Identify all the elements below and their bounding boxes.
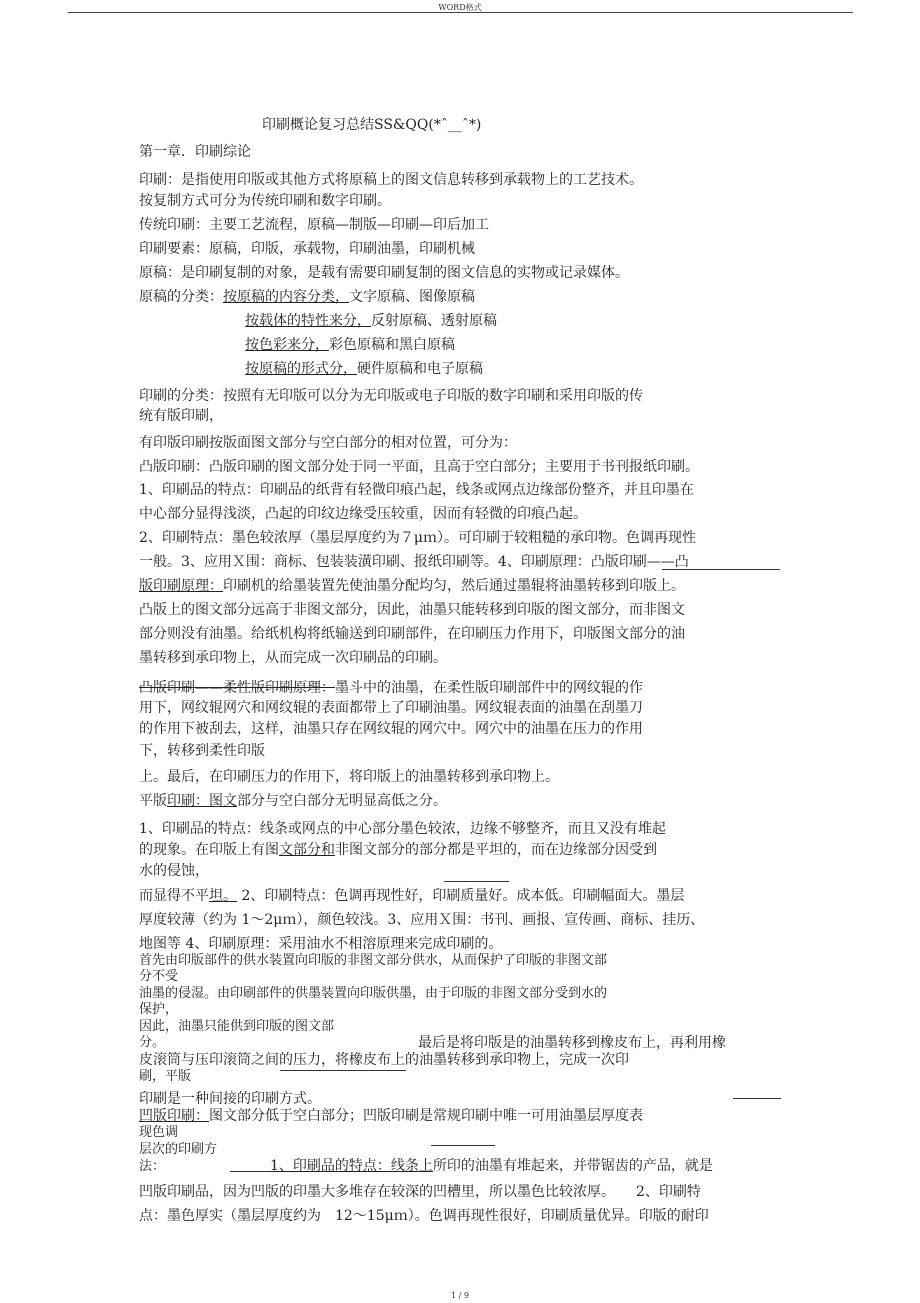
paragraph: 部分则没有油墨。给纸机构将纸输送到印刷部件，在印刷压力作用下，印版图文部分的油 <box>139 626 685 642</box>
paragraph: 凸版印刷：凸版印刷的图文部分处于同一平面，且高于空白部分；主要用于书刊报纸印刷。 <box>139 459 699 475</box>
underlined-term: 图文 <box>209 793 237 809</box>
underlined-term: 文部分和 <box>279 842 335 858</box>
paragraph: 皮滚筒与压印滚筒之间的压力，将橡皮布上的油墨转移到承印物上，完成一次印 <box>139 1052 629 1068</box>
paragraph <box>139 841 657 859</box>
page-number: 1 / 9 <box>451 1291 469 1300</box>
classification-row <box>245 312 497 330</box>
classification-types: 文字原稿、图像原稿 <box>349 289 475 305</box>
page-header: WORD格式 <box>438 3 482 12</box>
paragraph: 印刷要素：原稿，印版，承载物，印刷油墨，印刷机械 <box>139 241 475 257</box>
text-run: 一般。3、应用Ｘ围：商标、包装装潢印刷、报纸印刷等。4、印刷原理：凸版 <box>139 554 619 570</box>
paragraph: 油墨的侵湿。由印刷部件的供墨装置向印版供墨，由于印版的非图文部分受到水的 <box>139 986 608 1001</box>
paragraph: 2、印刷特点：墨色较浓厚（墨层厚度约为７μｍ）。可印刷于较粗糙的承印物。色调再现性 <box>139 530 697 546</box>
underline-rule <box>280 1070 406 1071</box>
text-run: 的现象。在印版上有图 <box>139 842 279 858</box>
text-run: 非图文部分的部分都是平坦的，而在边缘部分因受到 <box>335 842 657 858</box>
underline-rule <box>431 1145 495 1146</box>
paragraph: 原稿：是印刷复制的对象，是载有需要印刷复制的图文信息的实物或记录媒体。 <box>139 265 629 281</box>
classification-criterion: 按色彩来分， <box>245 337 329 353</box>
classification-criterion: 按原稿的内容分类， <box>223 289 349 305</box>
paragraph: 分。 <box>139 1035 166 1050</box>
paragraph <box>139 1107 643 1125</box>
paragraph: 印刷的分类：按照有无印版可以分为无印版或电子印版的数字印刷和采用印版的传 <box>139 388 643 404</box>
paragraph: 上。最后，在印刷压力的作用下，将印版上的油墨转移到承印物上。 <box>139 769 559 785</box>
paragraph: 法： <box>139 1159 166 1174</box>
underline-rule <box>444 881 509 882</box>
paragraph: 层次的印刷方 <box>139 1142 218 1157</box>
text-run: 所印的油墨有堆起来，并带锯齿的产品，就是 <box>432 1158 713 1174</box>
paragraph: 下，转移到柔性印版 <box>139 743 265 759</box>
paragraph: 中心部分显得浅淡，凸起的印纹边缘受压较重，因而有轻微的印痕凸起。 <box>139 506 587 522</box>
text-run: 部分与空白部分无明显高低之分。 <box>237 793 447 809</box>
paragraph: 用下，网纹辊网穴和网纹辊的表面都带上了印刷油墨。网纹辊表面的油墨在刮墨刀 <box>139 700 643 716</box>
header-rule <box>68 12 853 13</box>
paragraph: 厚度较薄（约为 1～2μｍ），颜色较浅。3、应用Ｘ围：书刊、画报、宣传画、商标、挂历、 <box>139 912 705 928</box>
paragraph: 刷，平版 <box>139 1069 192 1084</box>
paragraph <box>139 577 685 595</box>
paragraph: 1、印刷品的特点：线条或网点的中心部分墨色较浓，边缘不够整齐，而且又没有堆起 <box>139 821 666 837</box>
underlined-term: 版印刷原理： <box>139 578 223 594</box>
classification-criterion: 按载体的特性来分， <box>245 313 371 329</box>
text-run: 图文部分低于空白部分；凹版印刷是常规印刷中唯一可用油墨层厚度表 <box>209 1108 643 1124</box>
paragraph: 印刷是一种间接的印刷方式。 <box>139 1091 321 1107</box>
paragraph: 凸版上的图文部分远高于非图文部分，因此，油墨只能转移到印版的图文部分，而非图文 <box>139 602 685 618</box>
paragraph: 凹版印刷品，因为凹版的印墨大多堆存在较深的凹槽里，所以墨色比较浓厚。 2、印刷特 <box>139 1184 701 1200</box>
paragraph <box>139 679 643 697</box>
paragraph: 保护， <box>139 1002 179 1017</box>
paragraph <box>139 887 684 905</box>
document-title: 印刷概论复习总结SS&QQ(*ˆ__ˆ*) <box>262 117 482 133</box>
paragraph: 统有版印刷， <box>139 408 223 424</box>
underline-rule <box>733 1098 781 1099</box>
classification-row <box>139 288 475 306</box>
paragraph: 传统印刷：主要工艺流程，原稿—制版—印刷—印后加工 <box>139 217 489 233</box>
paragraph <box>270 1157 713 1175</box>
struck-term: 凸版印刷——柔性版印刷原理： <box>139 680 335 696</box>
classification-row <box>245 360 483 378</box>
paragraph: 地图等 4、印刷原理：采用油水不相溶原理来完成印刷的。 <box>139 936 503 952</box>
classification-types: 反射原稿、透射原稿 <box>371 313 497 329</box>
underlined-term: 印刷： <box>167 793 209 809</box>
underlined-term: 坦。 <box>209 888 237 904</box>
underline-rule <box>662 569 780 570</box>
paragraph <box>139 792 447 810</box>
paragraph: 墨转移到承印物上，从而完成一次印刷品的印刷。 <box>139 650 447 666</box>
text-run: 印刷机的给墨装置先使油墨分配均匀，然后通过墨辊将油墨转移到印版上。 <box>223 578 685 594</box>
paragraph: 分不受 <box>139 969 179 984</box>
underlined-term: 1、印刷品的特点：线条上 <box>270 1158 433 1174</box>
chapter-heading: 第一章．印刷综论 <box>139 144 251 160</box>
paragraph: 有印版印刷按版面图文部分与空白部分的相对位置，可分为： <box>139 435 517 451</box>
paragraph: 1、印刷品的特点：印刷品的纸背有轻微印痕凸起，线条或网点边缘部份整齐，并且印墨在 <box>139 482 694 498</box>
paragraph: 的作用下被刮去，这样，油墨只存在网纹辊的网穴中。网穴中的油墨在压力的作用 <box>139 721 643 737</box>
paragraph: 最后是将印版是的油墨转移到橡皮布上，再利用橡 <box>418 1035 726 1051</box>
classification-criterion: 按原稿的形式分， <box>245 361 357 377</box>
paragraph: 现色调 <box>139 1125 179 1140</box>
classification-types: 彩色原稿和黑白原稿 <box>329 337 455 353</box>
text-run: 平版 <box>139 793 167 809</box>
text-run: 2、印刷特点：色调再现性好，印刷质量好。成本低。印刷幅面大。墨层 <box>237 888 685 904</box>
underline-rule <box>230 1171 270 1172</box>
paragraph: 首先由印版部件的供水装置向印版的非图文部分供水，从而保护了印版的非图文部 <box>139 953 608 968</box>
classification-row <box>245 336 455 354</box>
classification-lead: 原稿的分类： <box>139 289 223 305</box>
paragraph: 印刷：是指使用印版或其他方式将原稿上的图文信息转移到承载物上的工艺技术。 <box>139 172 643 188</box>
paragraph: 因此，油墨只能供到印版的图文部 <box>139 1019 335 1034</box>
underlined-term: 凹版印刷： <box>139 1108 209 1124</box>
paragraph <box>139 553 689 571</box>
text-run: 而显得不平 <box>139 888 209 904</box>
classification-types: 硬件原稿和电子原稿 <box>357 361 483 377</box>
text-run: 墨斗中的油墨，在柔性版印刷部件中的网纹辊的作 <box>335 680 643 696</box>
text-run: 印刷——凸 <box>618 554 689 570</box>
paragraph: 水的侵蚀， <box>139 863 209 879</box>
paragraph: 按复制方式可分为传统印刷和数字印刷。 <box>139 193 391 209</box>
paragraph: 点：墨色厚实（墨层厚度约为 12～15μｍ）。色调再现性很好，印刷质量优异。印版的耐印 <box>139 1208 709 1224</box>
